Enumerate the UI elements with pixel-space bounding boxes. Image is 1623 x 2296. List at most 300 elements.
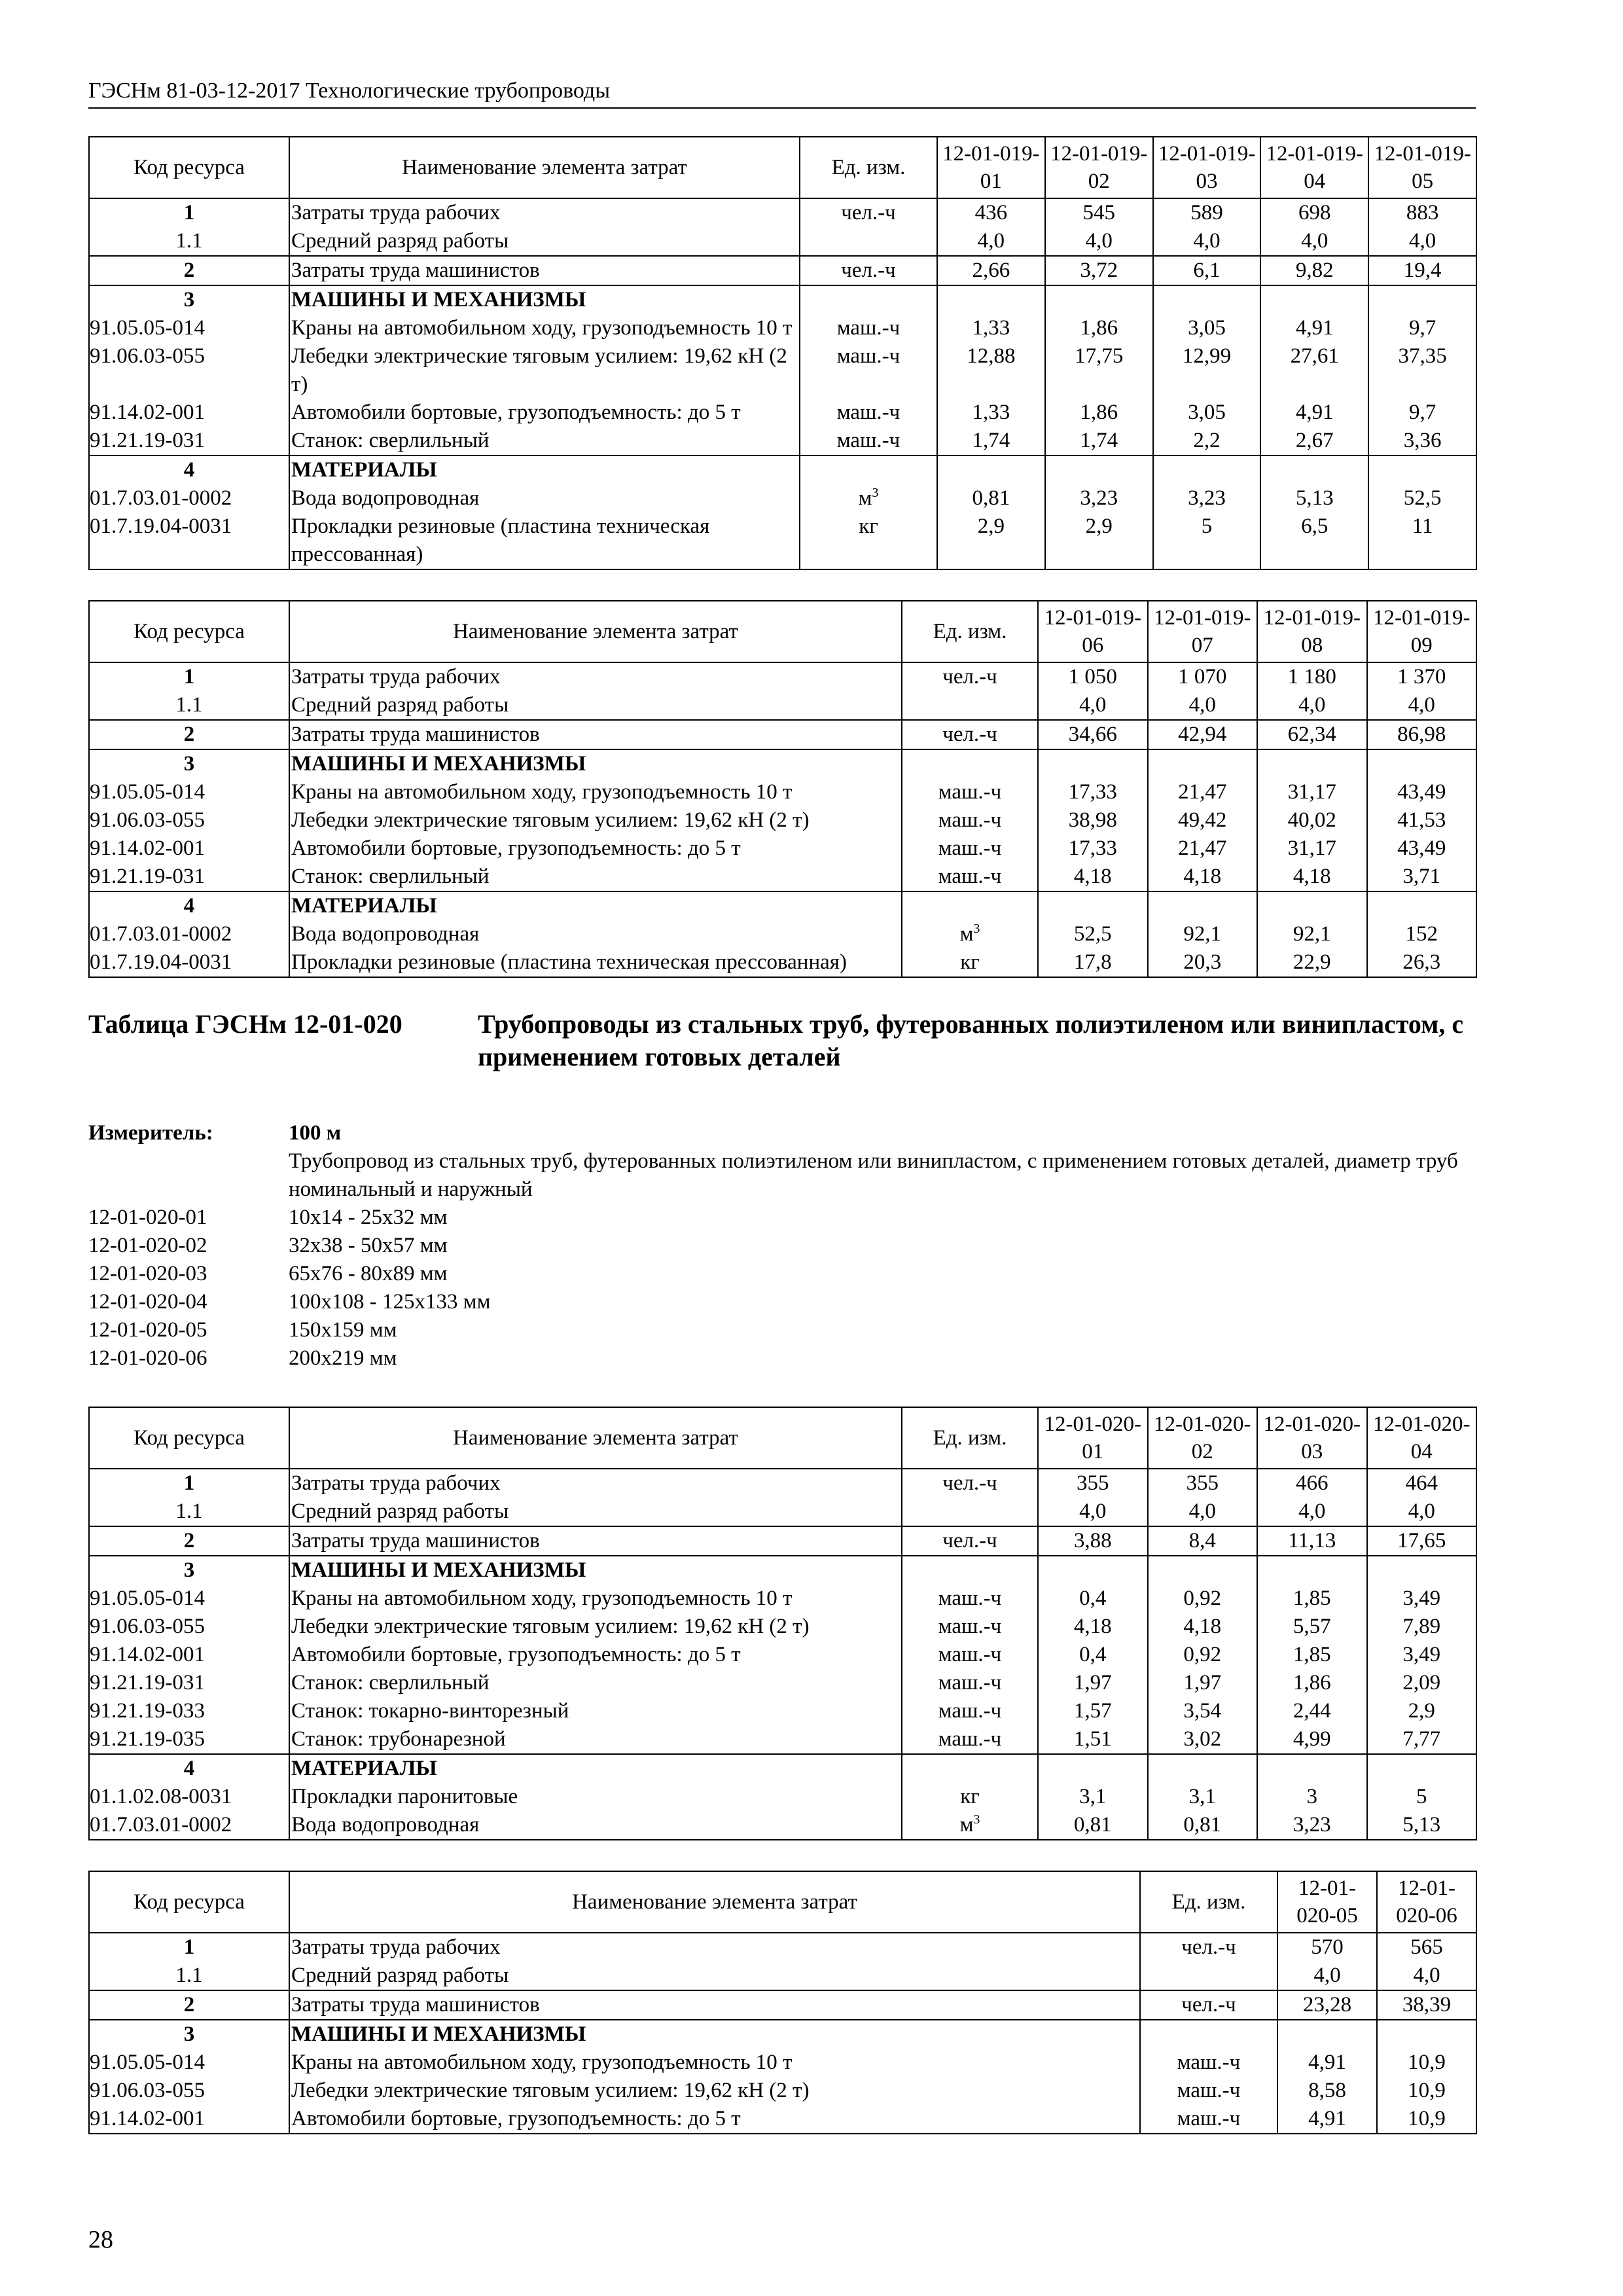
value-cell: 3,23 <box>1045 484 1153 512</box>
table-row <box>89 1754 1476 1783</box>
cost-element-name: Затраты труда рабочих <box>289 198 800 227</box>
value-cell: 4,0 <box>1368 227 1476 256</box>
table-row <box>89 1933 1476 1962</box>
resource-code: 1.1 <box>89 1498 289 1526</box>
header-norm-code: 12-01-019-09 <box>1367 601 1477 662</box>
header-norm-code: 12-01-019-01 <box>937 137 1045 198</box>
value-cell: 4,0 <box>1148 1498 1258 1526</box>
unit-cell: чел.-ч <box>1140 1933 1277 1962</box>
value-cell: 37,35 <box>1368 342 1476 399</box>
table-row <box>89 1469 1476 1498</box>
measure-block <box>88 1119 1476 1372</box>
cost-element-name: Средний разряд работы <box>289 1498 902 1526</box>
value-cell <box>1148 1754 1258 1783</box>
resource-code: 91.21.19-031 <box>89 1669 289 1697</box>
value-cell: 3,71 <box>1367 863 1477 891</box>
table-row <box>89 2077 1476 2105</box>
value-cell: 17,65 <box>1367 1526 1477 1556</box>
value-cell: 17,75 <box>1045 342 1153 399</box>
cost-element-name: Лебедки электрические тяговым усилием: 19,62 кН (2 т) <box>289 806 902 834</box>
cost-element-name: Краны на автомобильном ходу, грузоподъемность 10 т <box>289 778 902 806</box>
unit-exponent: 3 <box>973 922 980 936</box>
table-row <box>89 1725 1476 1754</box>
value-cell: 1,97 <box>1148 1669 1258 1697</box>
unit-cell: $м^3$ <box>800 484 937 512</box>
cost-element-name: Станок: сверлильный <box>289 863 902 891</box>
unit-cell: маш.-ч <box>1140 2105 1277 2134</box>
table-heading <box>88 1008 1476 1073</box>
header-norm-code: 12-01-020-06 <box>1377 1871 1476 1933</box>
unit-cell: маш.-ч <box>902 806 1038 834</box>
cost-element-name: Автомобили бортовые, грузоподъемность: до 5 т <box>289 1641 902 1669</box>
measure-item <box>88 1316 1476 1344</box>
value-cell: 4,0 <box>1257 691 1367 720</box>
value-cell: 3 <box>1257 1783 1367 1811</box>
resource-code: 91.14.02-001 <box>89 834 289 863</box>
measure-item-code: 12-01-020-02 <box>88 1234 207 1257</box>
table-heading-title: Трубопроводы из стальных труб, футерованных полиэтиленом или винипластом, с применением готовых деталей <box>478 1009 1464 1071</box>
resource-code: 91.05.05-014 <box>89 314 289 342</box>
value-cell: 4,0 <box>1367 1498 1477 1526</box>
value-cell: 2,44 <box>1257 1697 1367 1725</box>
value-cell: 0,92 <box>1148 1641 1258 1669</box>
value-cell: 8,58 <box>1277 2077 1377 2105</box>
table-row <box>89 1990 1476 2020</box>
table-row <box>89 662 1476 691</box>
unit-cell <box>902 1556 1038 1585</box>
value-cell: 4,0 <box>1367 691 1477 720</box>
measure-item <box>88 1232 1476 1260</box>
value-cell <box>1377 2020 1476 2049</box>
value-cell: 4,0 <box>1148 691 1258 720</box>
value-cell: 2,9 <box>937 512 1045 569</box>
cost-element-name: МАШИНЫ И МЕХАНИЗМЫ <box>289 1556 902 1585</box>
table-row <box>89 512 1476 569</box>
cost-element-name: Прокладки паронитовые <box>289 1783 902 1811</box>
cost-element-name: Станок: токарно-винторезный <box>289 1697 902 1725</box>
value-cell: 4,0 <box>1045 227 1153 256</box>
value-cell: 17,33 <box>1038 834 1148 863</box>
value-cell <box>1038 891 1148 920</box>
resource-code: 91.14.02-001 <box>89 399 289 427</box>
value-cell <box>1148 749 1258 778</box>
value-cell <box>1368 456 1476 484</box>
cost-element-name: Автомобили бортовые, грузоподъемность: до 5 т <box>289 2105 1140 2134</box>
value-cell: 31,17 <box>1257 778 1367 806</box>
value-cell <box>1257 749 1367 778</box>
resource-code: 91.05.05-014 <box>89 778 289 806</box>
resource-code: 2 <box>89 720 289 749</box>
header-norm-code: 12-01-019-05 <box>1368 137 1476 198</box>
cost-element-name: Прокладки резиновые (пластина техническая прессованная) <box>289 948 902 977</box>
unit-cell: маш.-ч <box>902 1641 1038 1669</box>
unit-cell: маш.-ч <box>800 342 937 399</box>
cost-element-name: Затраты труда машинистов <box>289 720 902 749</box>
value-cell: 40,02 <box>1257 806 1367 834</box>
cost-element-name: Затраты труда рабочих <box>289 1933 1140 1962</box>
cost-element-name: Средний разряд работы <box>289 1962 1140 1990</box>
measure-item-text: 32x38 - 50x57 мм <box>289 1234 448 1257</box>
value-cell: 464 <box>1367 1469 1477 1498</box>
table-row <box>89 863 1476 891</box>
table-row <box>89 1498 1476 1526</box>
table-row <box>89 948 1476 977</box>
value-cell <box>1148 1556 1258 1585</box>
resource-code: 4 <box>89 1754 289 1783</box>
unit-cell: маш.-ч <box>902 778 1038 806</box>
table-row <box>89 198 1476 227</box>
value-cell: 22,9 <box>1257 948 1367 977</box>
value-cell: 2,9 <box>1367 1697 1477 1725</box>
value-cell: 545 <box>1045 198 1153 227</box>
unit-cell: чел.-ч <box>902 720 1038 749</box>
measure-item-code: 12-01-020-06 <box>88 1346 207 1370</box>
value-cell: 1,33 <box>937 314 1045 342</box>
measure-item-code: 12-01-020-05 <box>88 1318 207 1342</box>
resource-code: 1 <box>89 1469 289 1498</box>
document-page <box>88 77 1476 2164</box>
unit-cell: кг <box>800 512 937 569</box>
header-resource-code: Код ресурса <box>89 1407 289 1469</box>
table-header-row <box>89 137 1476 198</box>
resource-code: 91.21.19-033 <box>89 1697 289 1725</box>
cost-element-name: Автомобили бортовые, грузоподъемность: до 5 т <box>289 399 800 427</box>
cost-element-name: Краны на автомобильном ходу, грузоподъемность 10 т <box>289 314 800 342</box>
table-header-row <box>89 1871 1476 1933</box>
value-cell <box>1257 891 1367 920</box>
unit-cell <box>1140 1962 1277 1990</box>
page-number: 28 <box>88 2226 113 2253</box>
cost-element-name: МАШИНЫ И МЕХАНИЗМЫ <box>289 285 800 314</box>
unit-cell <box>902 749 1038 778</box>
running-header: ГЭСНм 81-03-12-2017 Технологические трубопроводы <box>88 77 1476 109</box>
value-cell <box>1257 1556 1367 1585</box>
value-cell: 62,34 <box>1257 720 1367 749</box>
table-row <box>89 342 1476 399</box>
resource-code: 91.21.19-031 <box>89 427 289 456</box>
value-cell: 1,97 <box>1038 1669 1148 1697</box>
value-cell <box>1367 1556 1477 1585</box>
value-cell: 43,49 <box>1367 834 1477 863</box>
value-cell: 0,4 <box>1038 1641 1148 1669</box>
value-cell: 9,82 <box>1260 256 1368 285</box>
value-cell: 4,0 <box>1038 1498 1148 1526</box>
unit-cell <box>902 1498 1038 1526</box>
value-cell: 436 <box>937 198 1045 227</box>
table-header-row <box>89 1407 1476 1469</box>
resource-code: 91.05.05-014 <box>89 1585 289 1613</box>
unit-cell <box>902 691 1038 720</box>
value-cell: 0,4 <box>1038 1585 1148 1613</box>
value-cell: 565 <box>1377 1933 1476 1962</box>
value-cell: 5,13 <box>1260 484 1368 512</box>
value-cell: 27,61 <box>1260 342 1368 399</box>
value-cell: 4,99 <box>1257 1725 1367 1754</box>
table-row <box>89 285 1476 314</box>
value-cell <box>1277 2020 1377 2049</box>
value-cell <box>1153 285 1261 314</box>
resource-code: 91.05.05-014 <box>89 2049 289 2077</box>
table-row <box>89 1641 1476 1669</box>
value-cell: 42,94 <box>1148 720 1258 749</box>
unit-cell <box>800 285 937 314</box>
resource-code: 01.7.03.01-0002 <box>89 920 289 948</box>
measure-item <box>88 1260 1476 1288</box>
resource-code: 4 <box>89 891 289 920</box>
header-norm-code: 12-01-020-01 <box>1038 1407 1148 1469</box>
value-cell: 883 <box>1368 198 1476 227</box>
value-cell: 4,91 <box>1260 314 1368 342</box>
resource-code: 01.7.03.01-0002 <box>89 484 289 512</box>
unit-cell: кг <box>902 948 1038 977</box>
value-cell <box>1367 1754 1477 1783</box>
value-cell <box>1038 1556 1148 1585</box>
value-cell: 1,74 <box>1045 427 1153 456</box>
value-cell: 589 <box>1153 198 1261 227</box>
table-row <box>89 1697 1476 1725</box>
unit-cell: маш.-ч <box>902 1613 1038 1641</box>
cost-element-name: Затраты труда машинистов <box>289 1526 902 1556</box>
value-cell: 1,85 <box>1257 1585 1367 1613</box>
header-norm-code: 12-01-020-03 <box>1257 1407 1367 1469</box>
header-norm-code: 12-01-019-07 <box>1148 601 1258 662</box>
table-row <box>89 256 1476 285</box>
header-norm-code: 12-01-019-08 <box>1257 601 1367 662</box>
cost-element-name: МАТЕРИАЛЫ <box>289 1754 902 1783</box>
table-row <box>89 691 1476 720</box>
cost-element-name: Средний разряд работы <box>289 227 800 256</box>
resource-code: 3 <box>89 285 289 314</box>
header-cost-element: Наименование элемента затрат <box>289 1407 902 1469</box>
value-cell <box>1045 456 1153 484</box>
cost-element-name: Автомобили бортовые, грузоподъемность: до 5 т <box>289 834 902 863</box>
value-cell: 26,3 <box>1367 948 1477 977</box>
value-cell: 0,92 <box>1148 1585 1258 1613</box>
value-cell: 5,57 <box>1257 1613 1367 1641</box>
table-row <box>89 920 1476 948</box>
table-row <box>89 1556 1476 1585</box>
header-unit: Ед. изм. <box>1140 1871 1277 1933</box>
value-cell <box>1038 1754 1148 1783</box>
value-cell: 17,8 <box>1038 948 1148 977</box>
value-cell: 1,33 <box>937 399 1045 427</box>
value-cell: 4,18 <box>1148 863 1258 891</box>
resource-code: 2 <box>89 1526 289 1556</box>
value-cell: 5 <box>1367 1783 1477 1811</box>
header-unit: Ед. изм. <box>902 601 1038 662</box>
header-unit: Ед. изм. <box>800 137 937 198</box>
value-cell: 1 370 <box>1367 662 1477 691</box>
value-cell: 31,17 <box>1257 834 1367 863</box>
cost-element-name: Затраты труда рабочих <box>289 662 902 691</box>
value-cell: 3,23 <box>1257 1811 1367 1840</box>
resource-code: 91.06.03-055 <box>89 342 289 399</box>
value-cell: 34,66 <box>1038 720 1148 749</box>
value-cell <box>1148 891 1258 920</box>
table-row <box>89 1526 1476 1556</box>
value-cell: 52,5 <box>1368 484 1476 512</box>
cost-element-name: Краны на автомобильном ходу, грузоподъемность 10 т <box>289 2049 1140 2077</box>
resource-code: 4 <box>89 456 289 484</box>
value-cell: 5 <box>1153 512 1261 569</box>
header-norm-code: 12-01-019-04 <box>1260 137 1368 198</box>
value-cell: 4,0 <box>1260 227 1368 256</box>
value-cell: 2,9 <box>1045 512 1153 569</box>
value-cell: 7,77 <box>1367 1725 1477 1754</box>
unit-cell <box>902 891 1038 920</box>
value-cell: 2,09 <box>1367 1669 1477 1697</box>
value-cell: 4,0 <box>1153 227 1261 256</box>
unit-cell: маш.-ч <box>1140 2049 1277 2077</box>
value-cell: 11 <box>1368 512 1476 569</box>
value-cell: 21,47 <box>1148 834 1258 863</box>
value-cell: 1 070 <box>1148 662 1258 691</box>
table-row <box>89 227 1476 256</box>
value-cell: 3,1 <box>1148 1783 1258 1811</box>
value-cell: 0,81 <box>1038 1811 1148 1840</box>
unit-cell: маш.-ч <box>902 863 1038 891</box>
measure-item-text: 150x159 мм <box>289 1318 397 1342</box>
value-cell: 698 <box>1260 198 1368 227</box>
value-cell: 6,1 <box>1153 256 1261 285</box>
unit-exponent: 3 <box>872 486 879 500</box>
value-cell: 4,0 <box>1377 1962 1476 1990</box>
value-cell: 0,81 <box>1148 1811 1258 1840</box>
cost-element-name: Вода водопроводная <box>289 484 800 512</box>
value-cell: 3,88 <box>1038 1526 1148 1556</box>
value-cell: 19,4 <box>1368 256 1476 285</box>
value-cell <box>1367 891 1477 920</box>
value-cell: 43,49 <box>1367 778 1477 806</box>
table-row <box>89 778 1476 806</box>
value-cell: 10,9 <box>1377 2049 1476 2077</box>
cost-element-name: Лебедки электрические тяговым усилием: 19,62 кН (2 т) <box>289 342 800 399</box>
unit-cell: чел.-ч <box>902 662 1038 691</box>
value-cell: 2,67 <box>1260 427 1368 456</box>
value-cell: 8,4 <box>1148 1526 1258 1556</box>
header-resource-code: Код ресурса <box>89 1871 289 1933</box>
header-norm-code: 12-01-020-02 <box>1148 1407 1258 1469</box>
value-cell: 38,98 <box>1038 806 1148 834</box>
resource-code: 01.7.03.01-0002 <box>89 1811 289 1840</box>
table-heading-label: Таблица ГЭСНм 12-01-020 <box>88 1009 402 1039</box>
unit-cell: маш.-ч <box>902 1725 1038 1754</box>
unit-cell: кг <box>902 1783 1038 1811</box>
value-cell: 9,7 <box>1368 399 1476 427</box>
cost-element-name: Прокладки резиновые (пластина техническая прессованная) <box>289 512 800 569</box>
table-row <box>89 484 1476 512</box>
cost-element-name: Станок: сверлильный <box>289 427 800 456</box>
table-row <box>89 749 1476 778</box>
value-cell: 3,49 <box>1367 1585 1477 1613</box>
value-cell <box>1260 456 1368 484</box>
value-cell: 152 <box>1367 920 1477 948</box>
value-cell: 1,86 <box>1257 1669 1367 1697</box>
value-cell: 0,81 <box>937 484 1045 512</box>
value-cell: 9,7 <box>1368 314 1476 342</box>
table-row <box>89 314 1476 342</box>
unit-cell: чел.-ч <box>902 1526 1038 1556</box>
value-cell: 6,5 <box>1260 512 1368 569</box>
measure-item <box>88 1288 1476 1316</box>
measure-item <box>88 1344 1476 1372</box>
measure-item-code: 12-01-020-04 <box>88 1290 207 1314</box>
value-cell: 4,91 <box>1277 2105 1377 2134</box>
resource-code: 91.21.19-035 <box>89 1725 289 1754</box>
value-cell: 1 050 <box>1038 662 1148 691</box>
unit-cell: $м^3$ <box>902 920 1038 948</box>
table-row <box>89 456 1476 484</box>
table-row <box>89 1783 1476 1811</box>
value-cell: 41,53 <box>1367 806 1477 834</box>
value-cell: 2,2 <box>1153 427 1261 456</box>
value-cell: 3,05 <box>1153 314 1261 342</box>
value-cell <box>937 285 1045 314</box>
measure-value: 100 м <box>289 1121 342 1145</box>
value-cell: 4,0 <box>937 227 1045 256</box>
header-norm-code: 12-01-020-05 <box>1277 1871 1377 1933</box>
cost-element-name: Затраты труда рабочих <box>289 1469 902 1498</box>
value-cell: 3,36 <box>1368 427 1476 456</box>
table-row <box>89 1669 1476 1697</box>
resource-code: 1.1 <box>89 227 289 256</box>
unit-cell: чел.-ч <box>800 198 937 227</box>
resource-code: 1.1 <box>89 691 289 720</box>
value-cell: 4,0 <box>1038 691 1148 720</box>
table-12-01-019-part2 <box>88 600 1477 978</box>
resource-code: 1 <box>89 198 289 227</box>
value-cell: 11,13 <box>1257 1526 1367 1556</box>
cost-element-name: Средний разряд работы <box>289 691 902 720</box>
resource-code: 91.14.02-001 <box>89 2105 289 2134</box>
measure-item <box>88 1204 1476 1232</box>
resource-code: 1 <box>89 1933 289 1962</box>
cost-element-name: Лебедки электрические тяговым усилием: 19,62 кН (2 т) <box>289 1613 902 1641</box>
value-cell: 10,9 <box>1377 2105 1476 2134</box>
table-row <box>89 891 1476 920</box>
value-cell: 570 <box>1277 1933 1377 1962</box>
resource-code: 91.06.03-055 <box>89 1613 289 1641</box>
measure-item-code: 12-01-020-03 <box>88 1262 207 1285</box>
table-12-01-020-part2 <box>88 1871 1477 2134</box>
cost-element-name: Вода водопроводная <box>289 920 902 948</box>
value-cell: 49,42 <box>1148 806 1258 834</box>
value-cell: 466 <box>1257 1469 1367 1498</box>
value-cell: 4,18 <box>1148 1613 1258 1641</box>
value-cell: 3,05 <box>1153 399 1261 427</box>
value-cell <box>1045 285 1153 314</box>
cost-element-name: Краны на автомобильном ходу, грузоподъемность 10 т <box>289 1585 902 1613</box>
value-cell: 3,1 <box>1038 1783 1148 1811</box>
resource-code: 01.7.19.04-0031 <box>89 512 289 569</box>
value-cell: 12,88 <box>937 342 1045 399</box>
unit-cell: чел.-ч <box>800 256 937 285</box>
value-cell: 20,3 <box>1148 948 1258 977</box>
cost-element-name: Затраты труда машинистов <box>289 1990 1140 2020</box>
header-unit: Ед. изм. <box>902 1407 1038 1469</box>
value-cell: 3,72 <box>1045 256 1153 285</box>
value-cell: 5,13 <box>1367 1811 1477 1840</box>
value-cell: 1 180 <box>1257 662 1367 691</box>
resource-code: 91.14.02-001 <box>89 1641 289 1669</box>
value-cell: 52,5 <box>1038 920 1148 948</box>
table-row <box>89 720 1476 749</box>
resource-code: 1.1 <box>89 1962 289 1990</box>
table-row <box>89 427 1476 456</box>
unit-cell: маш.-ч <box>800 399 937 427</box>
value-cell: 4,18 <box>1038 863 1148 891</box>
header-norm-code: 12-01-019-02 <box>1045 137 1153 198</box>
